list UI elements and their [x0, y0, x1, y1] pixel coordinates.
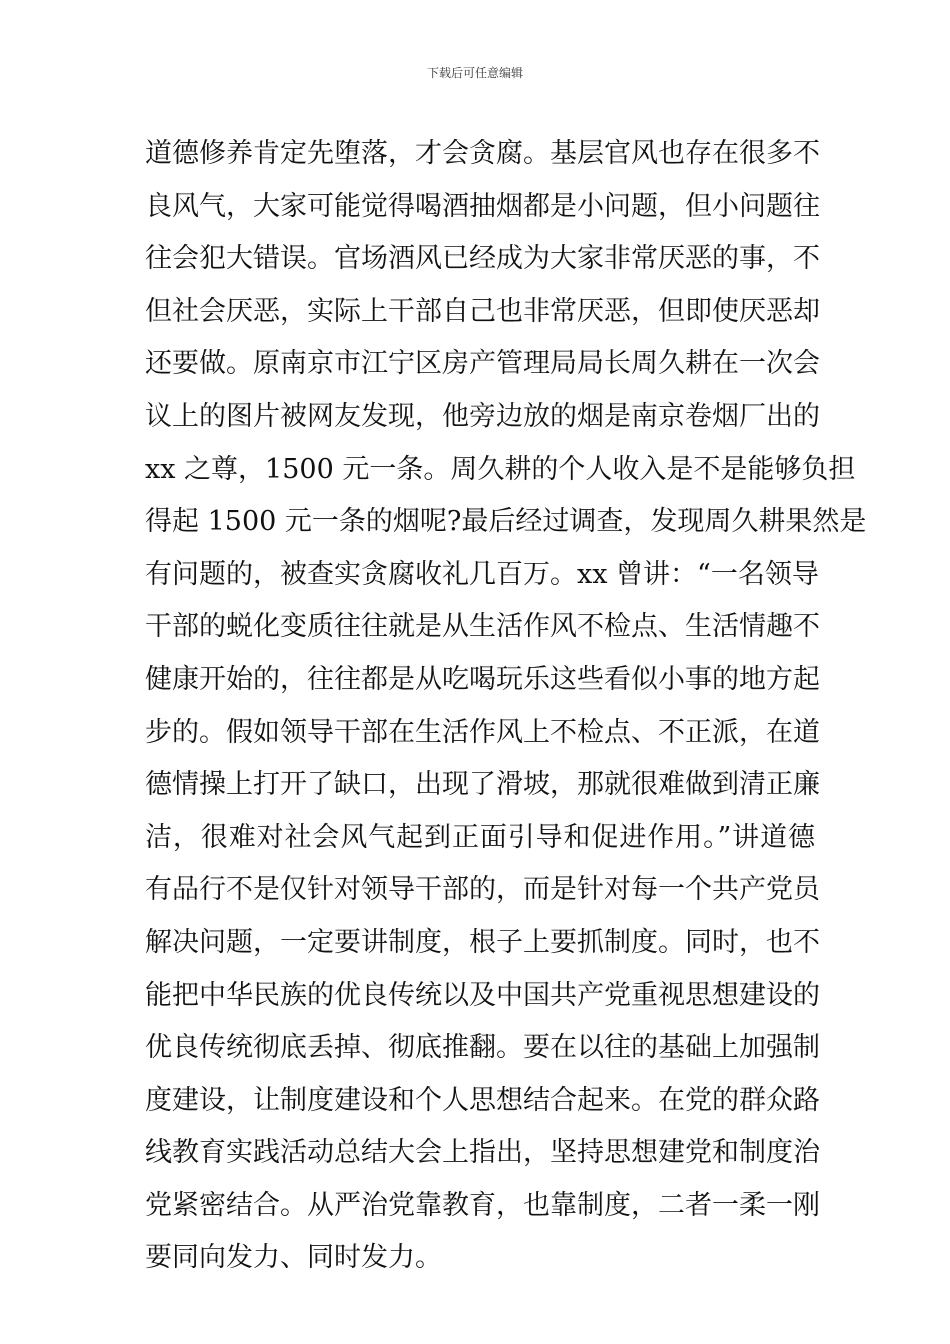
text-line: xx 之尊，1500 元一条。周久耕的个人收入是不是能够负担 — [145, 453, 856, 485]
text-line: 洁，很难对社会风气起到正面引导和促进作用。”讲道德 — [145, 821, 815, 853]
text-line: 度建设，让制度建设和个人思想结合起来。在党的群众路 — [145, 1084, 820, 1116]
text-line: 德情操上打开了缺口，出现了滑坡，那就很难做到清正廉 — [145, 769, 820, 801]
text-line: 有问题的，被查实贪腐收礼几百万。xx 曾讲：“一名领导 — [145, 558, 819, 590]
text-line: 议上的图片被网友发现，他旁边放的烟是南京卷烟厂出的 — [145, 400, 820, 432]
text-line: 有品行不是仅针对领导干部的，而是针对每一个共产党员 — [145, 874, 820, 906]
text-line: 要同向发力、同时发力。 — [145, 1242, 442, 1274]
page-header: 下载后可任意编辑 — [426, 66, 523, 80]
text-line: 往会犯大错误。官场酒风已经成为大家非常厌恶的事，不 — [145, 243, 820, 275]
text-line: 干部的蜕化变质往往就是从生活作风不检点、生活情趣不 — [145, 611, 820, 643]
text-line: 道德修养肯定先堕落，才会贪腐。基层官风也存在很多不 — [145, 138, 820, 169]
text-line: 优良传统彻底丢掉、彻底推翻。要在以往的基础上加强制 — [145, 1032, 820, 1064]
text-line: 健康开始的，往往都是从吃喝玩乐这些看似小事的地方起 — [145, 663, 820, 695]
text-line: 但社会厌恶，实际上干部自己也非常厌恶，但即使厌恶却 — [145, 295, 820, 327]
text-line: 线教育实践活动总结大会上指出，坚持思想建党和制度治 — [145, 1137, 820, 1169]
text-line: 得起 1500 元一条的烟呢?最后经过调查，发现周久耕果然是 — [145, 506, 867, 538]
text-line: 党紧密结合。从严治党靠教育，也靠制度，二者一柔一刚 — [145, 1189, 820, 1221]
text-line: 步的。假如领导干部在生活作风上不检点、不正派，在道 — [145, 716, 820, 748]
text-line: 良风气，大家可能觉得喝酒抽烟都是小问题，但小问题往 — [145, 190, 820, 222]
text-line: 解决问题，一定要讲制度，根子上要抓制度。同时，也不 — [145, 926, 820, 958]
body-text — [145, 128, 867, 1285]
text-line: 能把中华民族的优良传统以及中国共产党重视思想建设的 — [145, 979, 820, 1011]
text-line: 还要做。原南京市江宁区房产管理局局长周久耕在一次会 — [145, 348, 820, 380]
